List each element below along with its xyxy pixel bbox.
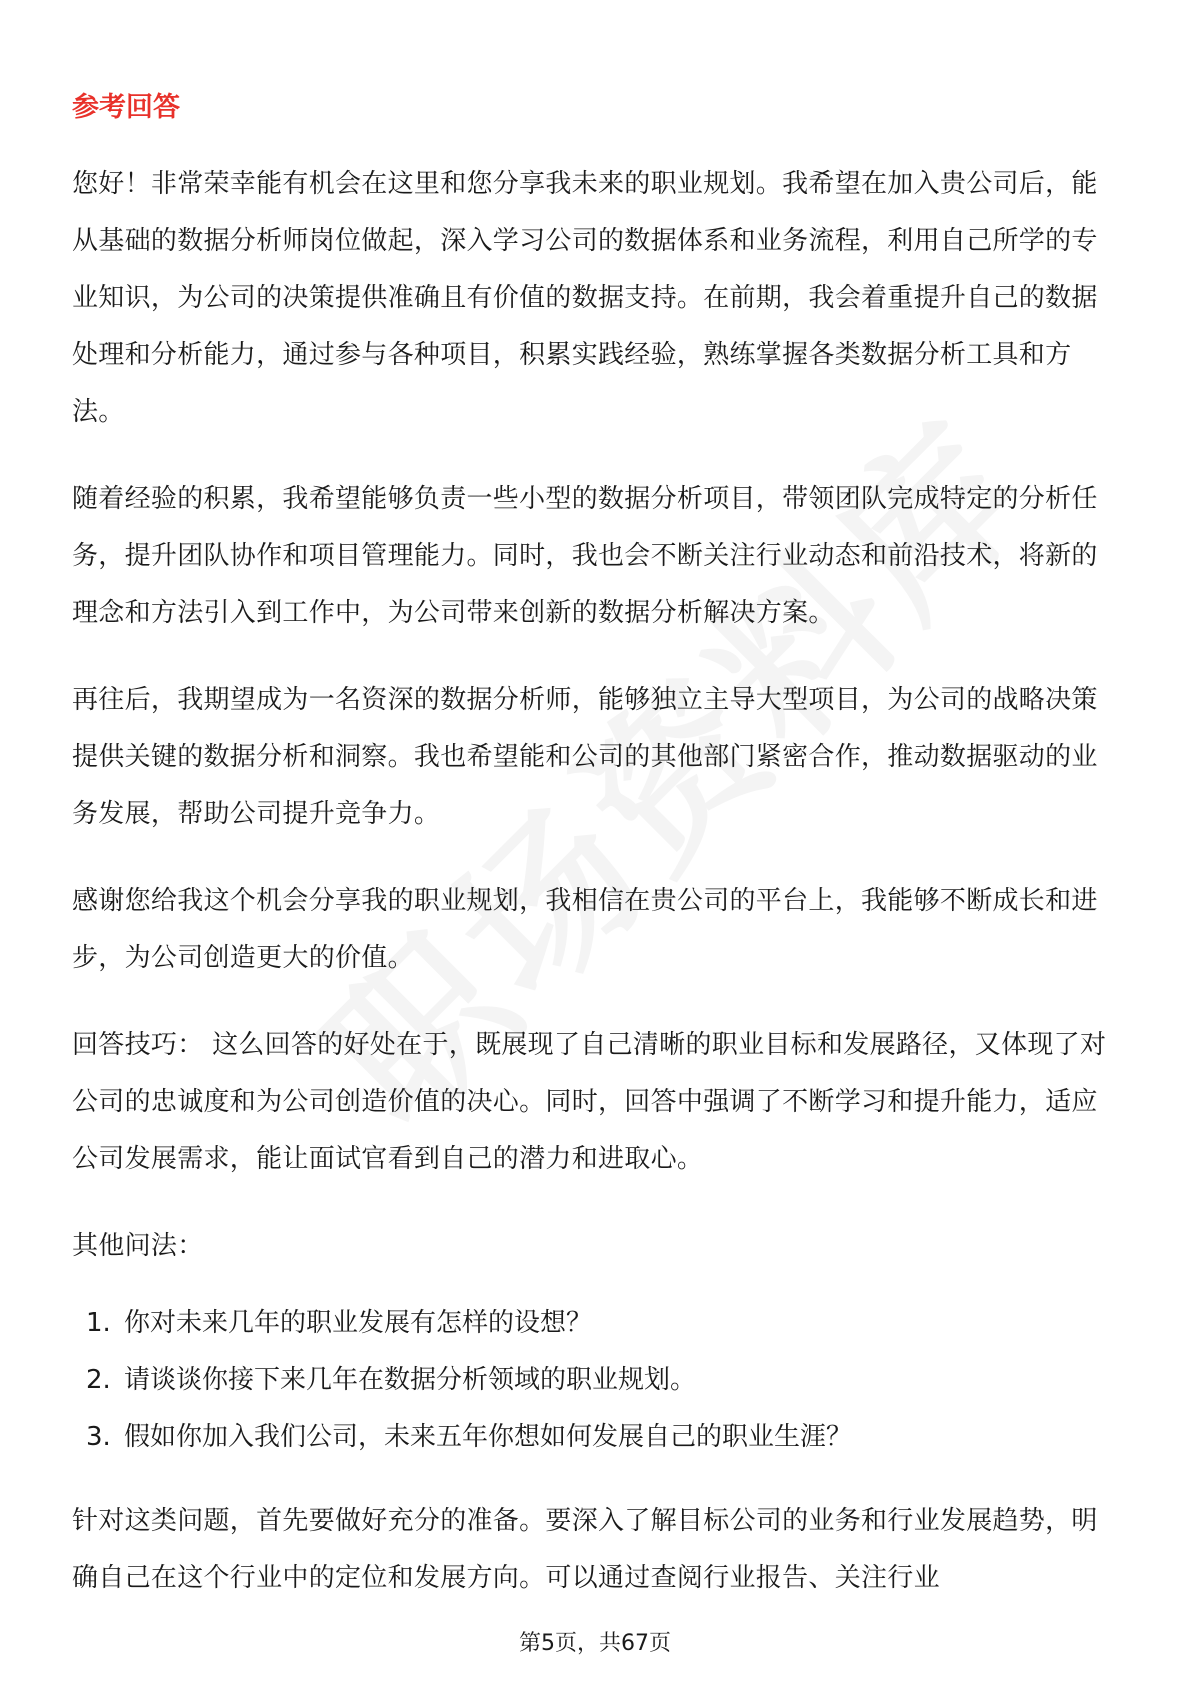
list-item-number: 1.: [86, 1308, 111, 1338]
list-item-text: 请谈谈你接下来几年在数据分析领域的职业规划。: [124, 1365, 697, 1395]
alternate-questions-list: [72, 1295, 1118, 1466]
document-body: [72, 88, 1118, 1637]
paragraph-answer-tips: 回答技巧： 这么回答的好处在于，既展现了自己清晰的职业目标和发展路径，又体现了对公司的忠诚度和为公司创造价值的决心。同时，回答中强调了不断学习和提升能力，适应公司发展需求，能让面试官看到自己的潜力和进取心。: [72, 1030, 1107, 1174]
paragraph-thanks: 感谢您给我这个机会分享我的职业规划，我相信在贵公司的平台上，我能够不断成长和进步，为公司创造更大的价值。: [72, 886, 1098, 973]
list-item-text: 你对未来几年的职业发展有怎样的设想？: [124, 1308, 593, 1338]
paragraph-closing: 针对这类问题，首先要做好充分的准备。要深入了解目标公司的业务和行业发展趋势，明确自己在这个行业中的定位和发展方向。可以通过查阅行业报告、关注行业: [72, 1506, 1098, 1593]
section-heading: 参考回答: [72, 92, 180, 123]
list-item-text: 假如你加入我们公司，未来五年你想如何发展自己的职业生涯？: [124, 1422, 853, 1452]
page-number-footer: 第5页，共67页: [519, 1631, 671, 1656]
list-item: [72, 1352, 1118, 1409]
list-item-number: 2.: [86, 1365, 111, 1395]
paragraph-mid-term: 随着经验的积累，我希望能够负责一些小型的数据分析项目，带领团队完成特定的分析任务，提升团队协作和项目管理能力。同时，我也会不断关注行业动态和前沿技术，将新的理念和方法引入到工作中，为公司带来创新的数据分析解决方案。: [72, 484, 1098, 628]
paragraph-long-term: 再往后，我期望成为一名资深的数据分析师，能够独立主导大型项目，为公司的战略决策提供关键的数据分析和洞察。我也希望能和公司的其他部门紧密合作，推动数据驱动的业务发展，帮助公司提升竞争力。: [72, 685, 1098, 829]
paragraph-other-questions-label: 其他问法：: [72, 1231, 204, 1261]
list-item-number: 3.: [86, 1422, 111, 1452]
list-item: [72, 1409, 1118, 1466]
list-item: [72, 1295, 1118, 1352]
paragraph-greeting: 您好！非常荣幸能有机会在这里和您分享我未来的职业规划。我希望在加入贵公司后，能从基础的数据分析师岗位做起，深入学习公司的数据体系和业务流程，利用自己所学的专业知识，为公司的决策提供准确且有价值的数据支持。在前期，我会着重提升自己的数据处理和分析能力，通过参与各种项目，积累实践经验，熟练掌握各类数据分析工具和方法。: [72, 169, 1098, 427]
